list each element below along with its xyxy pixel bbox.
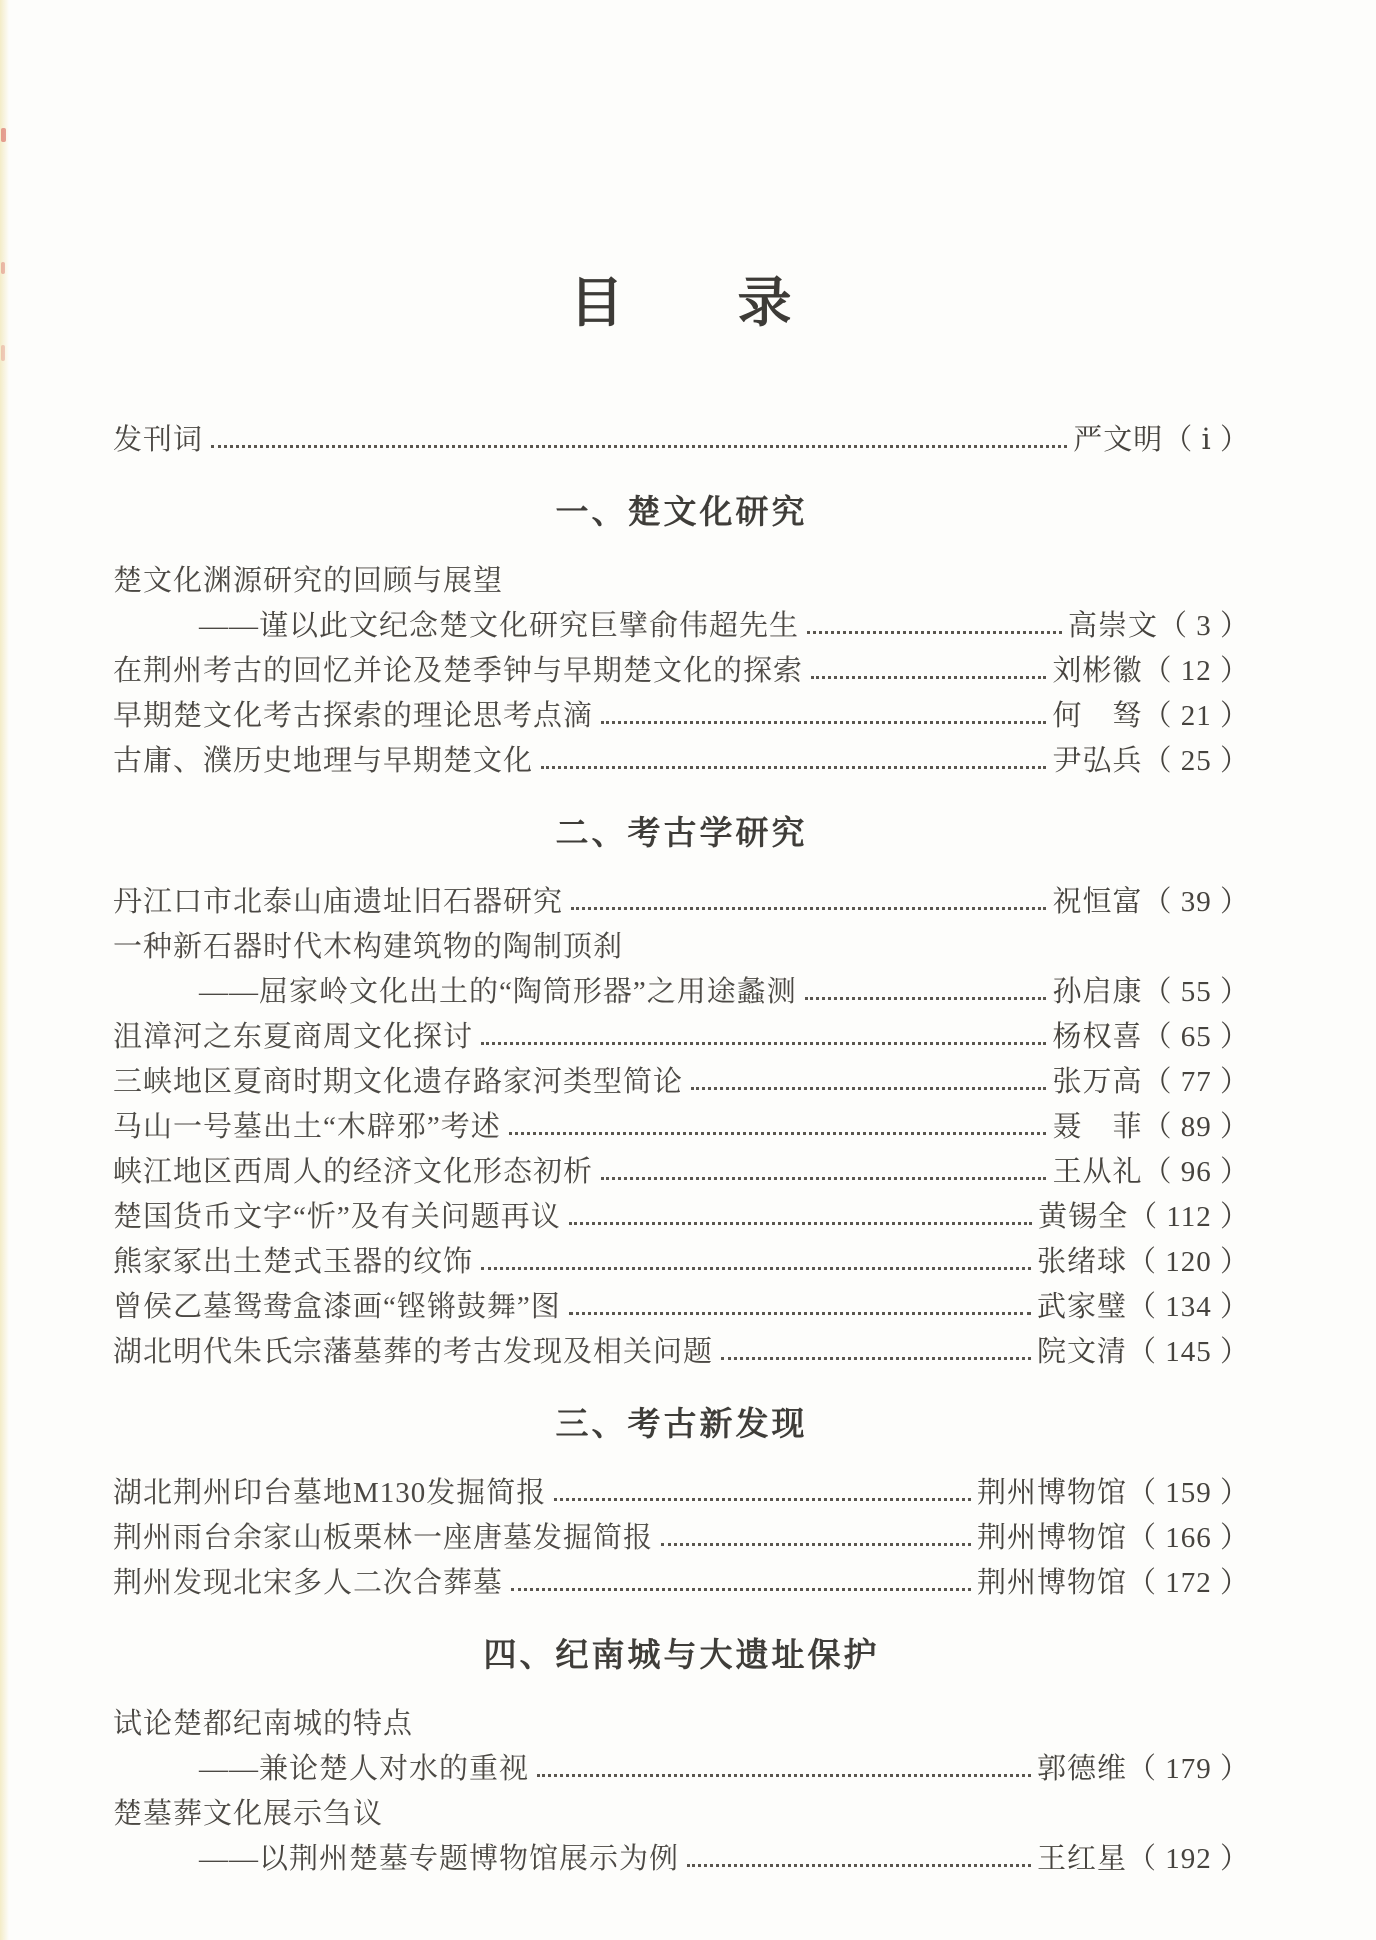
scan-edge-artifact — [1, 128, 6, 142]
dot-leader — [511, 1588, 971, 1591]
toc-entry-row — [113, 649, 1250, 694]
entry-author-page: 荆州博物馆（ 172 ） — [976, 1567, 1250, 1599]
toc-entry-row — [113, 1015, 1250, 1060]
dot-leader — [571, 907, 1046, 910]
entry-title: ——以荆州楚墓专题博物馆展示为例 — [199, 1843, 680, 1875]
dot-leader — [569, 1312, 1031, 1315]
scan-left-edge — [0, 0, 9, 1940]
entry-title: 湖北荆州印台墓地M130发掘简报 — [113, 1477, 547, 1509]
dot-leader — [481, 1267, 1031, 1270]
entry-author-page: 何 驽（ 21 ） — [1052, 700, 1250, 732]
entry-title: 试论楚都纪南城的特点 — [113, 1708, 414, 1740]
scan-edge-artifact — [1, 262, 5, 274]
entry-title: 丹江口市北泰山庙遗址旧石器研究 — [113, 886, 564, 918]
toc-entry-row — [113, 1330, 1250, 1375]
entry-author-page: 郭德维（ 179 ） — [1036, 1753, 1250, 1785]
toc-entry-row — [113, 970, 1250, 1015]
toc-entry-row — [113, 925, 1250, 970]
entry-title: 在荆州考古的回忆并论及楚季钟与早期楚文化的探索 — [113, 655, 804, 687]
entry-title: 楚墓葬文化展示刍议 — [113, 1798, 384, 1830]
entry-author-page: 武家璧（ 134 ） — [1036, 1291, 1250, 1323]
entry-title: 早期楚文化考古探索的理论思考点滴 — [113, 700, 594, 732]
toc-entry-row — [113, 1471, 1250, 1516]
section-heading: 三、考古新发现 — [555, 1405, 808, 1442]
page-title: 目 录 — [569, 273, 794, 333]
entry-author-page: 张绪球（ 120 ） — [1036, 1246, 1250, 1278]
scan-edge-artifact — [1, 345, 5, 361]
dot-leader — [541, 766, 1046, 769]
entry-author-page: 荆州博物馆（ 166 ） — [976, 1522, 1250, 1554]
section-heading: 一、楚文化研究 — [555, 493, 808, 530]
entry-title: 发刊词 — [113, 424, 204, 456]
toc-entry-row — [113, 1702, 1250, 1747]
toc-section — [113, 418, 1250, 463]
section-heading: 四、纪南城与大遗址保护 — [483, 1636, 880, 1673]
toc-entry-row — [113, 1747, 1250, 1792]
entry-title: 楚文化渊源研究的回顾与展望 — [113, 565, 504, 597]
dot-leader — [601, 1177, 1046, 1180]
toc-entry-row — [113, 1150, 1250, 1195]
entry-title: 荆州发现北宋多人二次合葬墓 — [113, 1567, 504, 1599]
toc-entry-row — [113, 1240, 1250, 1285]
toc-section — [113, 1401, 1250, 1606]
dot-leader — [569, 1222, 1032, 1225]
entry-title: ——谨以此文纪念楚文化研究巨擘俞伟超先生 — [199, 610, 800, 642]
entry-title: ——屈家岭文化出土的“陶筒形器”之用途蠡测 — [199, 976, 797, 1008]
toc-entry-row — [113, 694, 1250, 739]
toc-entry-row — [113, 559, 1250, 604]
toc-body — [113, 418, 1250, 1882]
entry-author-page: 尹弘兵（ 25 ） — [1052, 745, 1250, 777]
entry-author-page: 刘彬徽（ 12 ） — [1052, 655, 1250, 687]
toc-section — [113, 1632, 1250, 1882]
toc-entry-row — [113, 1837, 1250, 1882]
entry-author-page: 院文清（ 145 ） — [1036, 1336, 1250, 1368]
entry-author-page: 聂 菲（ 89 ） — [1052, 1111, 1250, 1143]
toc-entry-row — [113, 1561, 1250, 1606]
dot-leader — [554, 1498, 971, 1501]
toc-entry-row — [113, 1060, 1250, 1105]
entry-title: 熊家冢出土楚式玉器的纹饰 — [113, 1246, 474, 1278]
entry-title: 峡江地区西周人的经济文化形态初析 — [113, 1156, 594, 1188]
toc-entry-row — [113, 1285, 1250, 1330]
entry-author-page: 黄锡全（ 112 ） — [1038, 1201, 1250, 1233]
entry-author-page: 孙启康（ 55 ） — [1052, 976, 1250, 1008]
entry-title: 古庸、濮历史地理与早期楚文化 — [113, 745, 534, 777]
entry-author-page: 高崇文（ 3 ） — [1067, 610, 1250, 642]
entry-title: 马山一号墓出土“木辟邪”考述 — [113, 1111, 501, 1143]
dot-leader — [509, 1132, 1047, 1135]
dot-leader — [211, 445, 1067, 448]
dot-leader — [805, 997, 1047, 1000]
section-heading: 二、考古学研究 — [555, 814, 808, 851]
dot-leader — [691, 1087, 1046, 1090]
entry-author-page: 荆州博物馆（ 159 ） — [976, 1477, 1250, 1509]
toc-entry-row — [113, 1195, 1250, 1240]
entry-author-page: 严文明（ ⅰ ） — [1073, 424, 1250, 456]
toc-entry-row — [113, 1516, 1250, 1561]
entry-author-page: 祝恒富（ 39 ） — [1052, 886, 1250, 918]
entry-title: 楚国货币文字“忻”及有关问题再议 — [113, 1201, 561, 1233]
entry-title: 荆州雨台余家山板栗林一座唐墓发掘简报 — [113, 1522, 654, 1554]
dot-leader — [601, 721, 1046, 724]
entry-title: 一种新石器时代木构建筑物的陶制顶刹 — [113, 931, 624, 963]
entry-author-page: 张万高（ 77 ） — [1052, 1066, 1250, 1098]
toc-section — [113, 489, 1250, 784]
dot-leader — [807, 631, 1062, 634]
toc-entry-row — [113, 418, 1250, 463]
entry-title: 三峡地区夏商时期文化遗存路家河类型简论 — [113, 1066, 684, 1098]
entry-title: 湖北明代朱氏宗藩墓葬的考古发现及相关问题 — [113, 1336, 714, 1368]
toc-content — [113, 268, 1250, 1882]
dot-leader — [721, 1357, 1031, 1360]
entry-author-page: 王从礼（ 96 ） — [1052, 1156, 1250, 1188]
toc-entry-row — [113, 880, 1250, 925]
entry-title: 沮漳河之东夏商周文化探讨 — [113, 1021, 474, 1053]
toc-entry-row — [113, 1105, 1250, 1150]
entry-title: ——兼论楚人对水的重视 — [199, 1753, 530, 1785]
dot-leader — [481, 1042, 1046, 1045]
entry-title: 曾侯乙墓鸳鸯盒漆画“铿锵鼓舞”图 — [113, 1291, 561, 1323]
dot-leader — [537, 1774, 1031, 1777]
toc-entry-row — [113, 739, 1250, 784]
toc-entry-row — [113, 604, 1250, 649]
toc-section — [113, 810, 1250, 1375]
dot-leader — [811, 676, 1046, 679]
dot-leader — [661, 1543, 971, 1546]
dot-leader — [687, 1864, 1031, 1867]
entry-author-page: 王红星（ 192 ） — [1036, 1843, 1250, 1875]
entry-author-page: 杨权喜（ 65 ） — [1052, 1021, 1250, 1053]
toc-entry-row — [113, 1792, 1250, 1837]
